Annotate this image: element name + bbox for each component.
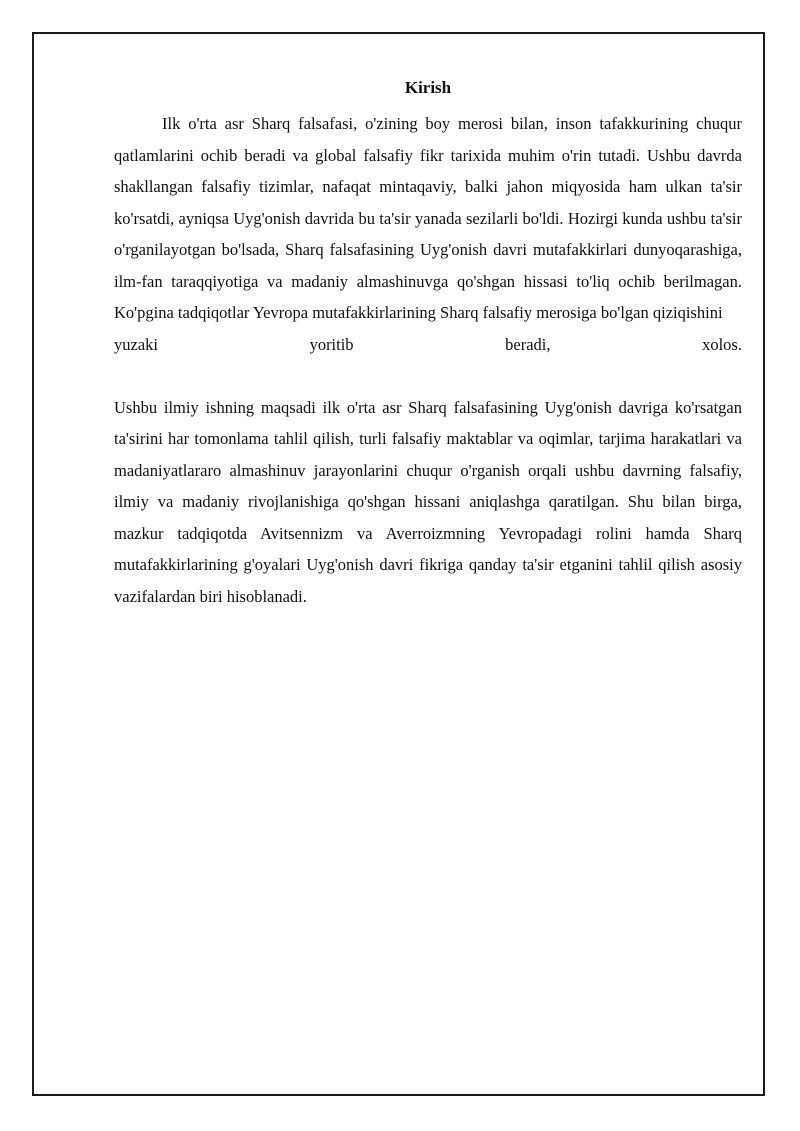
intro-paragraph-1: Ilk o'rta asr Sharq falsafasi, o'zining boy merosi bilan, inson tafakkurining chuqur qatlamlarini ochib beradi va global falsafiy fikr tarixida muhim o'rin tutadi. Ushbu davrda shakllangan falsafiy tizimlar, nafaqat mintaqaviy, balki jahon miqyosida ham ulkan ta'sir ko'rsatdi, ayniqsa Uyg'onish davrida bu ta'sir yanada sezilarli bo'ldi. Hozirgi kunda ushbu ta'sir o'rganilayotgan bo'lsada, Sharq falsafasining Uyg'onish davri mutafakkirlari dunyoqarashiga, ilm-fan taraqqiyotiga va madaniy almashinuvga qo'shgan hissasi to'liq ochib berilmagan. Ko'pgina tadqiqotlar Yevropa mutafakkirlarining Sharq falsafiy merosiga bo'lgan qiziqishini bbox=[114, 114, 742, 322]
word: beradi, bbox=[505, 334, 551, 354]
word: xolos. bbox=[702, 334, 742, 354]
section-title: Kirish bbox=[404, 78, 452, 97]
word: yuzaki bbox=[114, 334, 158, 354]
paragraph-spacer bbox=[114, 360, 742, 392]
document-body bbox=[114, 76, 742, 612]
intro-paragraph-2: Ushbu ilmiy ishning maqsadi ilk o'rta asr Sharq falsafasining Uyg'onish davriga ko'rsatgan ta'sirini har tomonlama tahlil qilish, turli falsafiy maktablar va oqimlar, tarjima harakatlari va madaniyatlararo almashinuv jarayonlarini chuqur o'rganish orqali ushbu davrning falsafiy, ilmiy va madaniy rivojlanishiga qo'shgan hissani aniqlashga qaratilgan. Shu bilan birga, mazkur tadqiqotda Avitsennizm va Averroizmning Yevropadagi rolini hamda Sharq mutafakkirlarining g'oyalari Uyg'onish davri fikriga qanday ta'sir etganini tahlil qilish asosiy vazifalardan biri hisoblanadi. bbox=[114, 397, 742, 606]
word: yoritib bbox=[309, 334, 354, 354]
intro-paragraph-1-last-line bbox=[114, 329, 742, 361]
